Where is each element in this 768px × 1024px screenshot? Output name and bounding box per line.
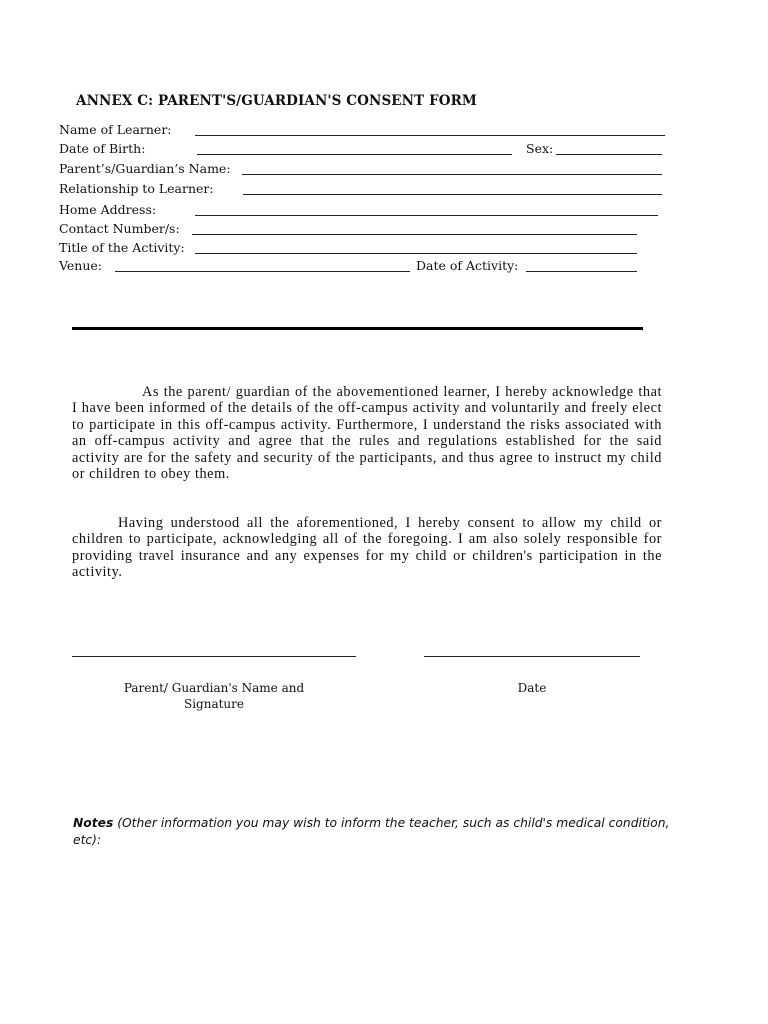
contact-number-line[interactable]	[192, 234, 637, 235]
activity-title-label: Title of the Activity:	[59, 240, 185, 255]
form-title: ANNEX C: PARENT'S/GUARDIAN'S CONSENT FORM	[76, 93, 477, 109]
relationship-label: Relationship to Learner:	[59, 181, 214, 196]
field-relationship	[59, 181, 669, 199]
notes-section	[73, 815, 673, 849]
notes-label: Notes	[73, 816, 114, 830]
notes-text: (Other information you may wish to inform the teacher, such as child's medical condition, etc):	[73, 816, 670, 847]
date-of-birth-label: Date of Birth:	[59, 141, 146, 156]
field-parent-name	[59, 161, 669, 179]
field-home-address	[59, 202, 669, 220]
date-signature-line[interactable]	[424, 656, 640, 657]
parent-name-line[interactable]	[242, 174, 662, 175]
sex-label: Sex:	[526, 141, 554, 156]
section-divider	[72, 327, 643, 330]
signature-label-line2: Signature	[183, 697, 244, 711]
signature-label-line1: Parent/ Guardian's Name and	[123, 681, 305, 695]
contact-number-label: Contact Number/s:	[59, 221, 180, 236]
field-contact-number	[59, 221, 669, 239]
date-label: Date	[517, 681, 547, 695]
signature-label	[96, 680, 332, 712]
learner-name-line[interactable]	[195, 135, 665, 136]
field-venue	[59, 258, 669, 276]
home-address-label: Home Address:	[59, 202, 157, 217]
date-of-activity-label: Date of Activity:	[416, 258, 519, 273]
consent-paragraph-2: Having understood all the aforementioned, I hereby consent to allow my child or children to participate, acknowledging all of the foregoing. I am also solely responsible for providing travel insurance and any expenses for my child or children's participation in the activity.	[72, 515, 662, 581]
date-of-birth-line[interactable]	[197, 154, 512, 155]
relationship-line[interactable]	[243, 194, 662, 195]
venue-line[interactable]	[115, 271, 410, 272]
signature-line[interactable]	[72, 656, 356, 657]
activity-title-line[interactable]	[195, 253, 637, 254]
learner-name-label: Name of Learner:	[59, 122, 172, 137]
consent-paragraph-1: As the parent/ guardian of the abovementioned learner, I hereby acknowledge that I have been informed of the details of the off-campus activity and voluntarily and freely elect to participate in this off-campus activity. Furthermore, I understand the risks associated with an off-campus activity and agree that the rules and regulations established for the said activity are for the safety and security of the participants, and thus agree to instruct my child or children to obey them.	[72, 384, 662, 483]
venue-label: Venue:	[59, 258, 102, 273]
date-of-activity-line[interactable]	[526, 271, 637, 272]
parent-name-label: Parent’s/Guardian’s Name:	[59, 161, 231, 176]
home-address-line[interactable]	[195, 215, 658, 216]
field-learner-name	[59, 122, 669, 140]
field-activity-title	[59, 240, 669, 258]
sex-line[interactable]	[556, 154, 662, 155]
field-date-of-birth	[59, 141, 669, 159]
